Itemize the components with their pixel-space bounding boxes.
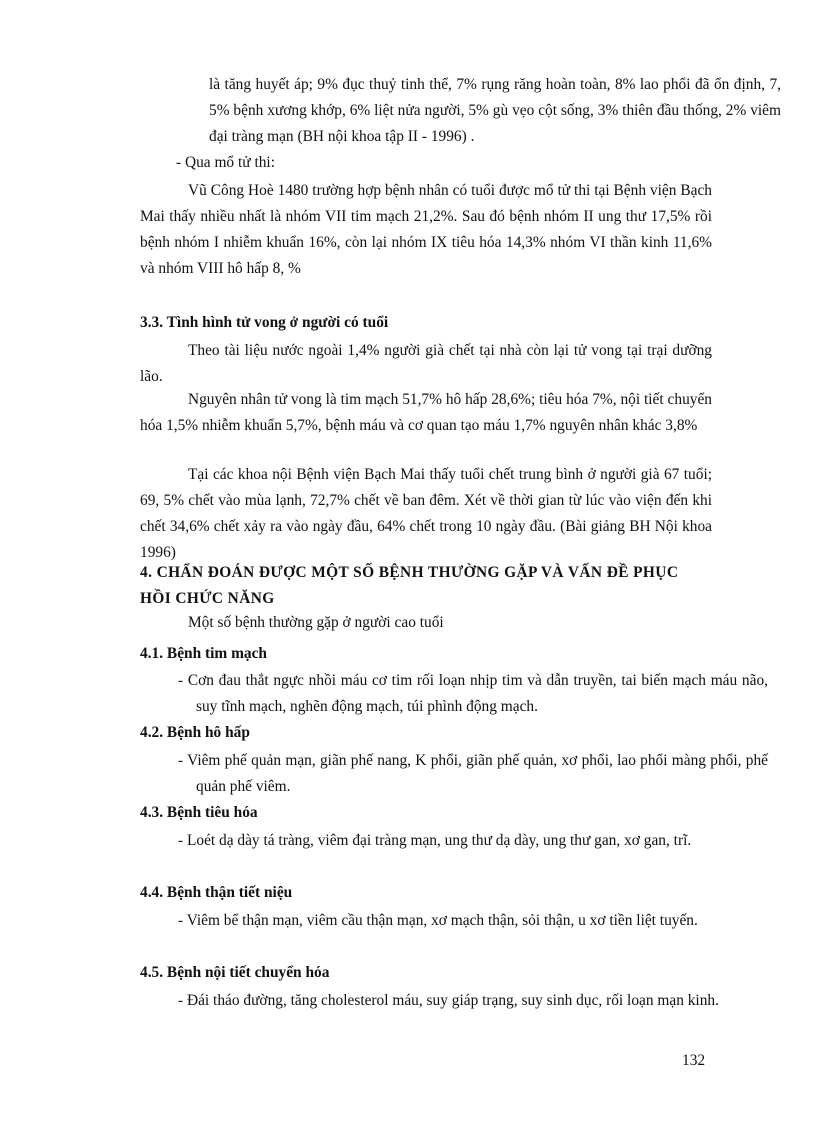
paragraph-foreign-data: Theo tài liệu nước ngoài 1,4% người già chết tại nhà còn lại tử vong tại trại dưỡng lão. (140, 342, 712, 385)
list-item-urinary: - Viêm bể thận mạn, viêm cầu thận mạn, xơ mạch thận, sỏi thận, u xơ tiền liệt tuyến. (178, 912, 698, 929)
paragraph-common-diseases: Một số bệnh thường gặp ở người cao tuổi (188, 614, 444, 631)
heading-4-3: 4.3. Bệnh tiêu hóa (140, 804, 258, 821)
page-number: 132 (682, 1052, 706, 1069)
paragraph-autopsy-intro: - Qua mổ tử thi: (176, 154, 275, 171)
heading-4-1: 4.1. Bệnh tim mạch (140, 645, 267, 662)
paragraph-statistics-continued: là tăng huyết áp; 9% đục thuỷ tinh thể, 7% rụng răng hoàn toàn, 8% lao phổi đã ổn định, 7, 5% bệnh xương khớp, 6% liệt nửa người, 5% gù vẹo cột sống, 3% thiên đầu thống, 2% viêm đại tràng mạn (BH nội khoa tập II - 1996) . (209, 76, 781, 145)
list-item-respiratory: - Viêm phế quản mạn, giãn phế nang, K phổi, giãn phế quản, xơ phổi, lao phổi màng phổi, phế quản phế viêm. (178, 752, 768, 795)
paragraph-autopsy-findings: Vũ Công Hoè 1480 trường hợp bệnh nhân có tuổi được mổ tử thi tại Bệnh viện Bạch Mai thấy nhiều nhất là nhóm VII tim mạch 21,2%. Sau đó bệnh nhóm II ung thư 17,5% rồi bệnh nhóm I nhiễm khuẩn 16%, còn lại nhóm IX tiêu hóa 14,3% nhóm VI thần kinh 11,6% và nhóm VIII hô hấp 8, % (140, 182, 712, 277)
list-item-digestive: - Loét dạ dày tá tràng, viêm đại tràng mạn, ung thư dạ dày, ung thư gan, xơ gan, trĩ. (178, 832, 692, 849)
heading-4: 4. CHẨN ĐOÁN ĐƯỢC MỘT SỐ BỆNH THƯỜNG GẶP VÀ VẤN ĐỀ PHỤC HỒI CHỨC NĂNG (140, 564, 679, 607)
paragraph-death-causes: Nguyên nhân tử vong là tim mạch 51,7% hô hấp 28,6%; tiêu hóa 7%, nội tiết chuyển hóa 1,5% nhiễm khuẩn 5,7%, bệnh máu và cơ quan tạo máu 1,7% nguyên nhân khác 3,8% (140, 391, 712, 434)
paragraph-bach-mai-death: Tại các khoa nội Bệnh viện Bạch Mai thấy tuổi chết trung bình ở người già 67 tuổi; 69, 5% chết vào mùa lạnh, 72,7% chết về ban đêm. Xét về thời gian từ lúc vào viện đến khi chết 34,6% chết xảy ra vào ngày đầu, 64% chết trong 10 ngày đầu. (Bài giảng BH Nội khoa 1996) (140, 466, 712, 561)
heading-4-5: 4.5. Bệnh nội tiết chuyển hóa (140, 964, 330, 981)
heading-3-3: 3.3. Tình hình tử vong ở người có tuổi (140, 314, 389, 331)
heading-4-4: 4.4. Bệnh thận tiết niệu (140, 884, 293, 901)
list-item-endocrine: - Đái tháo đường, tăng cholesterol máu, suy giáp trạng, suy sinh dục, rối loạn mạn kinh. (178, 992, 719, 1009)
list-item-cardiovascular: - Cơn đau thắt ngực nhồi máu cơ tim rối loạn nhịp tim và dẫn truyền, tai biến mạch máu não, suy tĩnh mạch, nghẽn động mạch, túi phình động mạch. (178, 672, 768, 715)
heading-4-2: 4.2. Bệnh hô hấp (140, 724, 250, 741)
